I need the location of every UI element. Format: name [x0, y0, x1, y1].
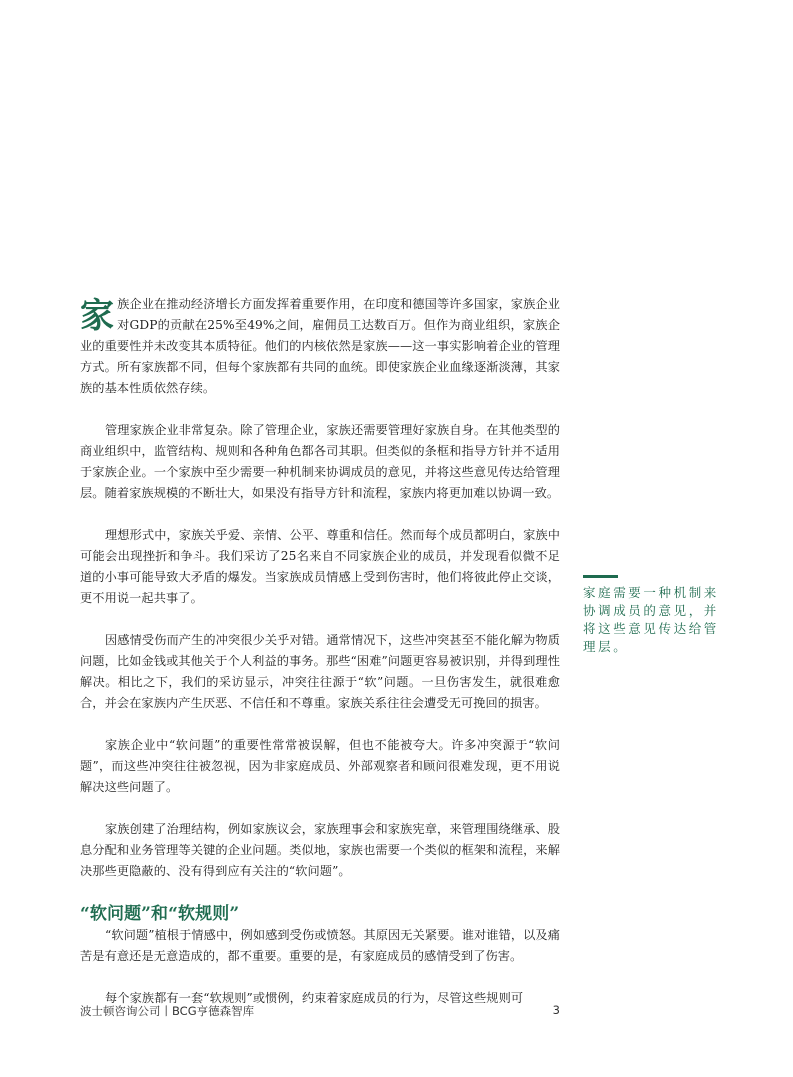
intro-paragraph-text: 族企业在推动经济增长方面发挥着重要作用，在印度和德国等许多国家，家族企业对GDP的贡献在25%至49%之间，雇佣员工达数百万。但作为商业组织，家族企业的重要性并未改变其本质特征。他们的内核依然是家族——这一事实影响着企业的管理方式。所有家族都不同，但每个家族都有共同的血统。即使家族企业血缘逐渐淡薄，其家族的基本性质依然存续。 [80, 297, 560, 395]
drop-cap: 家 [80, 296, 115, 336]
pull-quote [583, 575, 719, 656]
page-number: 3 [552, 1003, 560, 1017]
body-paragraph: 因感情受伤而产生的冲突很少关乎对错。通常情况下，这些冲突甚至不能化解为物质问题，比如金钱或其他关于个人利益的事务。那些“困难”问题更容易被识别，并得到理性解决。相比之下，我们的采访显示，冲突往往源于“软”问题。一旦伤害发生，就很难愈合，并会在家族内产生厌恶、不信任和不尊重。家族关系往往会遭受无可挽回的损害。 [80, 633, 560, 710]
body-paragraph: 管理家族企业非常复杂。除了管理企业，家族还需要管理好家族自身。在其他类型的商业组织中，监管结构、规则和各种角色都各司其职。但类似的条框和指导方针并不适用于家族企业。一个家族中至少需要一种机制来协调成员的意见，并将这些意见传达给管理层。随着家族规模的不断壮大，如果没有指导方针和流程，家族内将更加难以协调一致。 [80, 423, 560, 500]
pull-quote-rule [583, 575, 618, 578]
section-paragraph: 每个家族都有一套“软规则”或惯例，约束着家庭成员的行为，尽管这些规则可 [105, 991, 524, 1005]
body-paragraph: 家族企业中“软问题”的重要性常常被误解，但也不能被夸大。许多冲突源于“软问题”，而这些冲突往往被忽视，因为非家庭成员、外部观察者和顾问很难发现，更不用说解决这些问题了。 [80, 738, 560, 794]
footer-publisher: 波士顿咨询公司丨BCG亨德森智库 [80, 1004, 255, 1018]
body-paragraph: 理想形式中，家族关乎爱、亲情、公平、尊重和信任。然而每个成员都明白，家族中可能会出现挫折和争斗。我们采访了25名来自不同家族企业的成员，并发现看似微不足道的小事可能导致大矛盾的爆发。当家族成员情感上受到伤害时，他们将彼此停止交谈，更不用说一起共事了。 [80, 528, 560, 605]
pull-quote-text: 家庭需要一种机制来协调成员的意见，并将这些意见传达给管理层。 [583, 585, 719, 654]
section-paragraph: “软问题”植根于情感中，例如感到受伤或愤怒。其原因无关紧要。谁对谁错，以及痛苦是有意还是无意造成的，都不重要。重要的是，有家庭成员的感情受到了伤害。 [80, 928, 561, 963]
intro-paragraph [80, 294, 560, 399]
section-heading: “软问题”和“软规则” [80, 904, 240, 924]
article-body [80, 294, 560, 1030]
body-paragraph: 家族创建了治理结构，例如家族议会，家族理事会和家族宪章，来管理围绕继承、股息分配和业务管理等关键的企业问题。类似地，家族也需要一个类似的框架和流程，来解决那些更隐蔽的、没有得到应有关注的“软问题”。 [80, 822, 560, 878]
